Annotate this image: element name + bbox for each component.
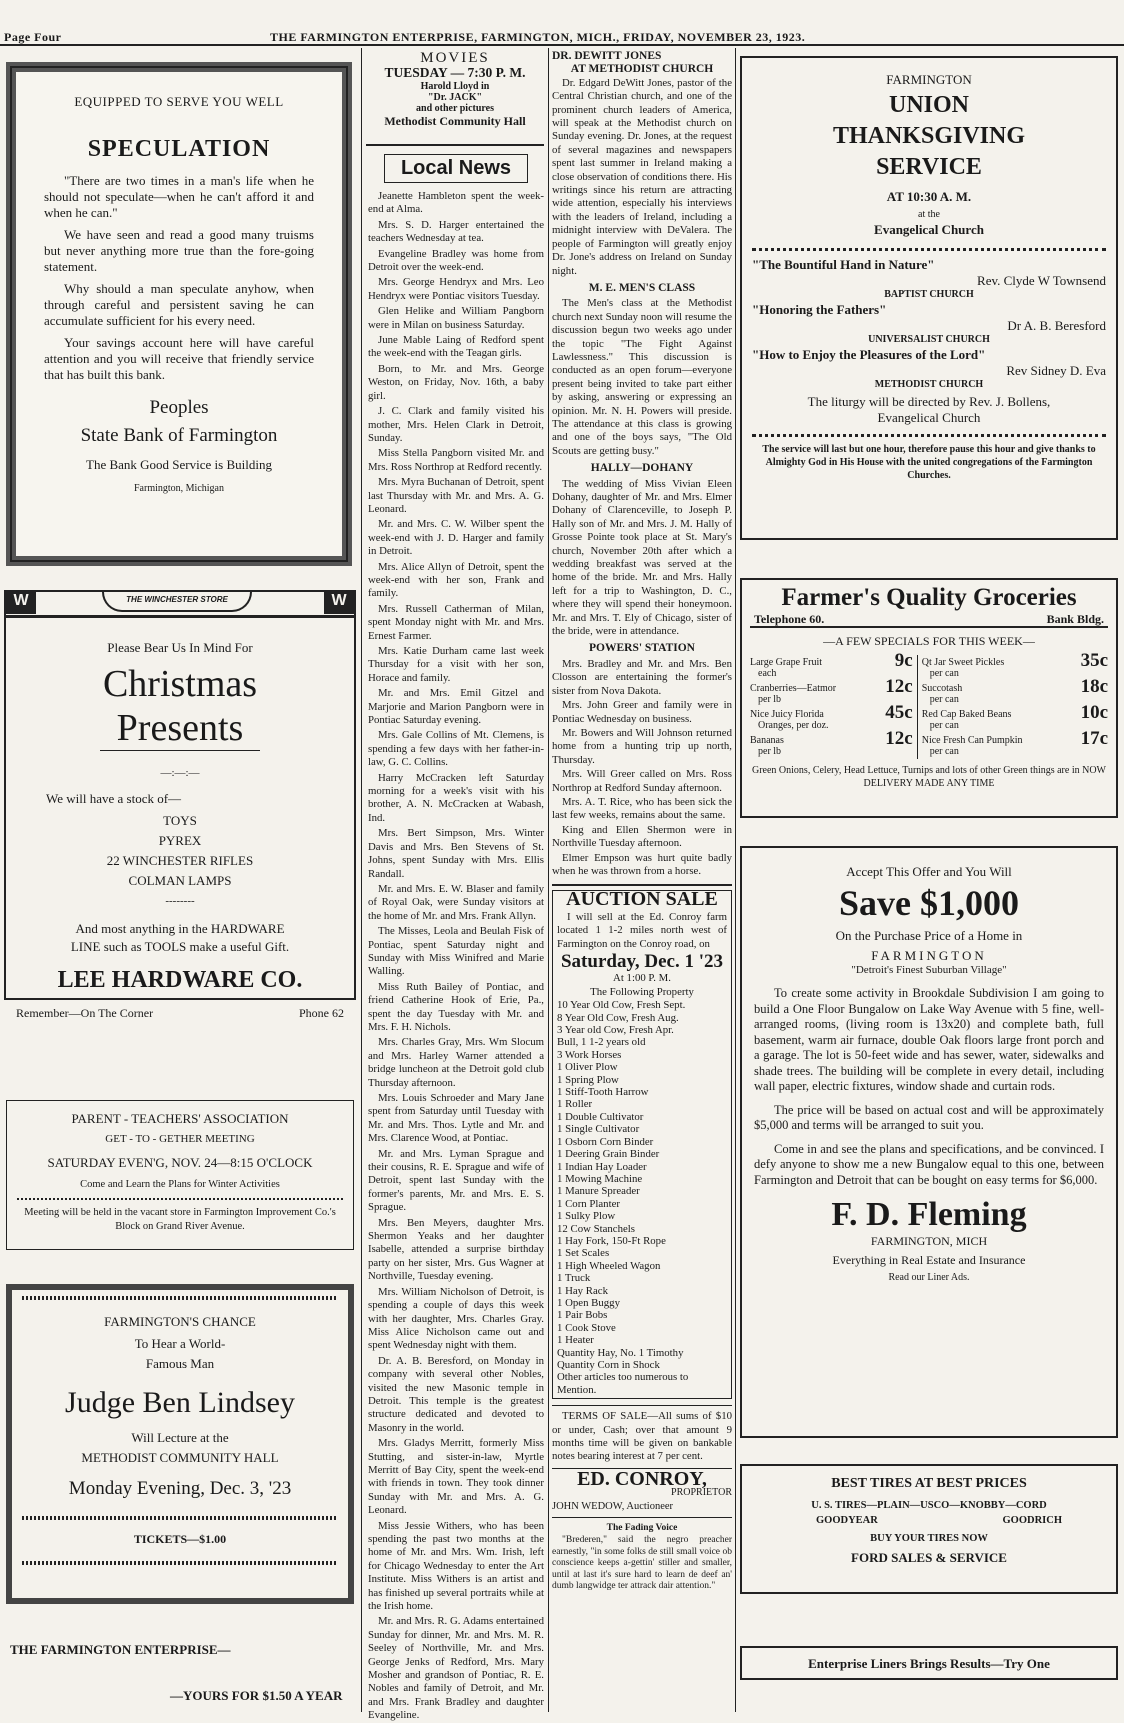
pta-note: Meeting will be held in the vacant store in Farmington Improvement Co.'s Block on Grand River Avenue. [24, 1207, 336, 1232]
fleming-business: Everything in Real Estate and Insurance [832, 1253, 1026, 1267]
hardware-item: 22 WINCHESTER RIFLES [106, 853, 254, 868]
fleming-save: Save $1,000 [839, 883, 1019, 923]
thanks-church: Evangelical Church [874, 222, 984, 237]
grocery-building: Bank Bldg. [1046, 612, 1104, 626]
grocery-item-name: Large Grape Fruit [750, 657, 823, 668]
masthead-bar [0, 28, 1124, 46]
bank-place: Farmington, Michigan [134, 483, 224, 494]
thanks-at: at the [918, 209, 940, 220]
tires-buy: BUY YOUR TIRES NOW [870, 1533, 988, 1544]
powers-item: Mrs. Will Greer called on Mrs. Ross Northrop at Redford Sunday afternoon. [552, 768, 732, 794]
auction-item: 8 Year Old Cow, Fresh Aug. [557, 1011, 679, 1024]
grocery-cell: 10c [1080, 702, 1108, 723]
grocery-specials: —A FEW SPECIALS FOR THIS WEEK— [823, 634, 1035, 648]
auction-item: 1 Oliver Plow [557, 1061, 618, 1074]
lindsey-line: Will Lecture at the [131, 1430, 229, 1445]
fading-voice-heading: The Fading Voice [606, 1523, 678, 1534]
auction-owner-role: PROPRIETOR [671, 1487, 732, 1499]
liners-advertisement: Enterprise Liners Brings Results—Try One [740, 1646, 1118, 1680]
auction-terms: TERMS OF SALE—All sums of $10 or under, Cash; over that amount 9 months time will be given on bankable notes bearing interest at 7 per cent. [552, 1410, 732, 1463]
movies-hall: Methodist Community Hall [384, 114, 526, 128]
hardware-line: And most anything in the HARDWARE [75, 921, 285, 936]
news-item: Mr. and Mrs. Emil Gitzel and Marjorie and Marion Pangborn were in Pontiac Saturday evening. [368, 687, 544, 727]
auction-item: 1 Truck [557, 1272, 591, 1285]
news-item: Mrs. Bert Simpson, Mrs. Winter Davis and Mrs. Ben Stevens of St. Johns, spent Sunday with Mrs. Ellis Randall. [368, 827, 544, 880]
news-item: Mrs. Katie Durham came last week Thursday for a visit with her son, Horace and family. [368, 645, 544, 684]
powers-item: Elmer Empson was hurt quite badly when he was thrown from a horse. [552, 851, 732, 877]
auction-item: 1 Stiff-Tooth Harrow [557, 1086, 649, 1099]
auction-item: 1 Open Buggy [557, 1296, 620, 1309]
news-item: Mr. and Mrs. C. W. Wilber spent the week-end with J. D. Harger and family in Detroit. [368, 518, 544, 558]
auction-item: 1 Roller [557, 1098, 593, 1111]
hardware-remember: Remember—On The Corner [16, 1006, 154, 1020]
auction-item: 1 Mowing Machine [557, 1172, 643, 1185]
auction-item: 1 Deering Grain Binder [557, 1148, 660, 1161]
grocery-footer: Green Onions, Celery, Head Lettuce, Turnips and lots of other Green things are in NOW [752, 765, 1106, 776]
hardware-items [12, 811, 348, 891]
hardware-stock: We will have a stock of— [46, 791, 182, 806]
auction-owner: ED. CONROY, [577, 1467, 707, 1490]
auction-item: 10 Year Old Cow, Fresh Sept. [557, 999, 686, 1012]
auction-item: 1 High Wheeled Wagon [557, 1259, 661, 1272]
grocery-item-name: Red Cap Baked Beans [921, 709, 1012, 720]
news-item: Mrs. Russell Catherman of Milan, spent Monday night with Mr. and Mrs. Ernest Farmer. [368, 602, 544, 642]
grocery-price-table [750, 650, 1108, 759]
auction-item: 1 Hay Fork, 150-Ft Rope [557, 1234, 666, 1247]
hardware-title-2: Presents [100, 706, 260, 751]
fleming-accept: Accept This Offer and You Will [846, 864, 1012, 879]
news-item: Evangeline Bradley was home from Detroit over the week-end. [368, 247, 544, 274]
auction-item: 1 Indian Hay Loader [557, 1160, 647, 1173]
auction-item: 3 Work Horses [557, 1048, 622, 1061]
grocery-cell: 12c [873, 681, 917, 707]
grocery-item-name: Qt Jar Sweet Pickles [921, 657, 1005, 668]
grocery-item [750, 655, 873, 681]
auction-item: 1 Single Cultivator [557, 1123, 640, 1136]
grocery-item-name: Bananas [750, 735, 784, 746]
grocery-cell: 17c [1080, 728, 1108, 749]
pta-learn: Come and Learn the Plans for Winter Activities [80, 1179, 280, 1190]
news-item: Mrs. George Hendryx and Mrs. Leo Hendryx were Pontiac visitors Tuesday. [368, 276, 544, 302]
news-item: Miss Stella Pangborn visited Mr. and Mrs. Ross Northrop at Redford recently. [368, 447, 544, 473]
fleming-name: F. D. Fleming [831, 1196, 1027, 1233]
auction-date: Saturday, Dec. 1 '23 [560, 951, 724, 972]
grocery-delivery: DELIVERY MADE ANY TIME [863, 778, 995, 789]
grocery-item-unit: per can [929, 720, 959, 731]
column-divider [548, 48, 549, 1712]
real-estate-advertisement [740, 846, 1118, 1438]
wedding-article: The wedding of Miss Vivian Eleen Dohany, daughter of Mr. and Mrs. Elmer Dohany of Clarenceville, to Joseph P. Hally son of Mr. and Mrs. J. M. Hally of Grosse Pointe took place at St. Mary's church, November 20th after which a wedding breakfast was served at the home of the bride. Mr. and Mrs. Hally left for a trip to Washington, D. C., where they will spend their honeymoon. Mr. and Mrs. T. Ely of Chicago, sister of the bride, were in attendance. [552, 477, 732, 638]
news-item: Mrs. William Nicholson of Detroit, is spending a couple of days this week with her daughter, Mrs. Charles Gray. Miss Alice Nicholson came out and spent Wednesday night with them. [368, 1285, 544, 1352]
grocery-item-name: Nice Juicy Florida [750, 709, 824, 720]
news-item: Mrs. Gale Collins of Mt. Clemens, is spending a few days with her father-in-law, G. C. Collins. [368, 729, 544, 769]
grocery-item-unit: each [758, 668, 777, 679]
fleming-suburb: "Detroit's Finest Suburban Village" [851, 964, 1007, 976]
grocery-cell: 9c [873, 655, 917, 681]
auction-item: 1 Spring Plow [557, 1073, 619, 1086]
sermon-1: "The Bountiful Hand in Nature" [752, 257, 935, 272]
auction-title: AUCTION SALE [566, 888, 718, 911]
enterprise-line-1: THE FARMINGTON ENTERPRISE— [10, 1642, 231, 1657]
bank-slogan: The Bank Good Service is Building [86, 457, 272, 472]
powers-item: Mrs. Bradley and Mr. and Mrs. Ben Closson are entertaining the former's sister from Nova Dakota. [552, 657, 732, 697]
powers-item: Mrs. A. T. Rice, who has been sick the last few weeks, remains about the same. [552, 795, 732, 822]
pta-notice [6, 1100, 354, 1250]
grocery-item [750, 707, 873, 733]
column-divider [735, 48, 736, 1712]
page-number: Page Four [4, 30, 62, 44]
grocery-item [917, 655, 1068, 681]
auctioneer: JOHN WEDOW, Auctioneer [552, 1500, 674, 1512]
tires-advertisement [740, 1464, 1118, 1594]
auction-item: Quantity Hay, No. 1 Timothy [557, 1346, 684, 1359]
movies-star: Harold Lloyd in [420, 81, 490, 92]
movies-time: TUESDAY — 7:30 P. M. [384, 65, 526, 80]
bank-advertisement [6, 62, 352, 566]
grocery-item-unit: per can [929, 746, 959, 757]
thanks-line-4: SERVICE [876, 154, 982, 180]
bank-paragraph: "There are two times in a man's life when he should not speculate—when he can't afford it and when he can." [44, 173, 314, 220]
hardware-title-1: Christmas [102, 663, 258, 705]
winchester-store-logo: THE WINCHESTER STORE [102, 592, 252, 612]
pta-subtitle: GET - TO - GETHER MEETING [105, 1133, 255, 1145]
auction-item: Other articles too numerous to Mention. [557, 1371, 689, 1396]
thanks-note: The service will last but one hour, therefore pause this hour and give thanks to Almighty God in His House with the united congregations of the Farmington Churches. [762, 444, 1096, 481]
news-item: Dr. A. B. Beresford, on Monday in company with several other Nobles, visited the new Masonic temple in Detroit. This temple is the greatest structure dedicated and devoted to Masonry in the world. [368, 1354, 544, 1434]
auction-item: 1 Pair Bobs [557, 1309, 608, 1322]
hardware-store-name: LEE HARDWARE CO. [57, 967, 303, 993]
liturgy: The liturgy will be directed by Rev. J. Bollens, [807, 394, 1051, 409]
lindsey-name: Judge Ben Lindsey [65, 1386, 295, 1419]
winchester-badge-left: W [6, 592, 36, 614]
news-item: Born, to Mr. and Mrs. George Weston, on Friday, Nov. 16th, a baby girl. [368, 362, 544, 402]
hardware-lead: Please Bear Us In Mind For [107, 640, 253, 655]
grocery-item-name: Succotash [921, 683, 963, 694]
local-news-heading: Local News [384, 154, 528, 183]
grocery-row [750, 655, 1108, 681]
news-item: Mrs. Louis Schroeder and Mary Jane spent from Saturday until Tuesday with Mr. and Mrs. Thos. Lytle and Mr. and Mrs. Clarence Wood, at Pontiac. [368, 1092, 544, 1145]
auction-lead: The Following Property [590, 985, 694, 998]
auction-item: Bull, 1 1-2 years old [557, 1036, 646, 1049]
wedding-heading: HALLY—DOHANY [590, 462, 694, 475]
bank-tagline: EQUIPPED TO SERVE YOU WELL [74, 94, 284, 109]
tires-ford: FORD SALES & SERVICE [851, 1550, 1007, 1565]
enterprise-line-2: —YOURS FOR $1.50 A YEAR [170, 1688, 343, 1703]
grocery-item-name: Cranberries—Eatmor [750, 683, 837, 694]
sermon-3: "How to Enjoy the Pleasures of the Lord" [752, 347, 986, 362]
auction-intro: I will sell at the Ed. Conroy farm located 1 1-2 miles north west of Farmington on the Conroy road, on [557, 910, 727, 950]
hardware-item: COLMAN LAMPS [128, 873, 232, 888]
news-item: Mrs. S. D. Harger entertained the teachers Wednesday at tea. [368, 218, 544, 245]
grocery-item [917, 733, 1068, 759]
news-item: The Misses, Leola and Beulah Fisk of Pontiac, spent Saturday night and Sunday with Miss Winifred and Marie Walling. [368, 925, 544, 978]
auction-item: 1 Manure Spreader [557, 1185, 640, 1198]
fleming-paragraph: Come in and see the plans and specifications, and be convinced. I defy anyone to show me a new Bungalow equal to this one, between Farmington and Detroit that can be bought on easy terms for $6,000. [754, 1141, 1104, 1187]
hardware-item: PYREX [158, 833, 202, 848]
church-3: METHODIST CHURCH [874, 379, 984, 390]
bank-name-1: Peoples [149, 397, 209, 418]
auction-item: 3 Year old Cow, Fresh Apr. [557, 1024, 674, 1037]
movies-other: and other pictures [416, 103, 494, 114]
bank-title: SPECULATION [87, 136, 271, 162]
auction-item: 1 Cook Stove [557, 1321, 616, 1334]
lindsey-date: Monday Evening, Dec. 3, '23 [68, 1478, 292, 1499]
grocery-row [750, 681, 1108, 707]
column-divider [361, 48, 362, 1712]
grocery-item [917, 681, 1068, 707]
movies-film: "Dr. JACK" [427, 92, 483, 103]
lindsey-tickets: TICKETS—$1.00 [133, 1532, 227, 1546]
grocery-item-unit: per can [929, 694, 959, 705]
winchester-badge-right: W [324, 592, 354, 614]
jones-heading: DR. DEWITT JONES [552, 50, 662, 62]
church-1: BAPTIST CHURCH [884, 289, 974, 300]
thanks-line-1: FARMINGTON [886, 72, 972, 87]
auction-item: 1 Hay Rack [557, 1284, 608, 1297]
pta-date: SATURDAY EVEN'G, NOV. 24—8:15 O'CLOCK [47, 1155, 313, 1170]
news-item: Jeanette Hambleton spent the week-end at Alma. [368, 190, 544, 216]
news-item: Harry McCracken left Saturday morning for a week's visit with his brother, A. N. McCracken at Wabash, Ind. [368, 771, 544, 824]
mens-class-article: The Men's class at the Methodist church next Sunday noon will resume the discussion begun two weeks ago under the topic "The Fight Against Lawlessness." This discussion is conducted as an open forum—everyone present being invited to take part either by asking, answering or expressing an opinion. Mr. N. H. Powers will preside. The attendance at this class is growing and one of the boys says, "The Old Scouts are getting busy." [552, 297, 732, 457]
grocery-advertisement [740, 578, 1118, 818]
news-item: Mrs. Ben Meyers, daughter Mrs. Shermon Yeaks and her daughter Isabelle, attended a surprise birthday party on her sister, Mrs. Gus Wagner at Northville, Tuesday evening. [368, 1216, 544, 1283]
lindsey-line: To Hear a World- [134, 1336, 226, 1351]
bank-paragraph: We have seen and read a good many truisms but never anything more true than the fore-going statement. [44, 227, 314, 274]
news-item: Mrs. Myra Buchanan of Detroit, spent last Thursday with Mr. and Mrs. A. G. Leonard. [368, 476, 544, 515]
movies-notice [366, 50, 544, 146]
jones-subheading: AT METHODIST CHURCH [570, 63, 714, 76]
fleming-read: Read our Liner Ads. [888, 1272, 970, 1283]
hardware-phone: Phone 62 [299, 1006, 344, 1020]
movies-title: MOVIES [420, 50, 490, 66]
auction-item: 1 Osborn Corn Binder [557, 1135, 654, 1148]
auction-item: 1 Heater [557, 1334, 594, 1347]
bank-paragraph: Why should a man speculate anyhow, when through careful and persistent saving he can accumulate sufficient for his every need. [44, 281, 314, 328]
grocery-telephone: Telephone 60. [754, 612, 825, 626]
grocery-item-unit: Oranges, per doz. [758, 720, 829, 731]
thanks-time: AT 10:30 A. M. [886, 189, 972, 204]
powers-item: Mrs. John Greer and family were in Pontiac Wednesday on business. [552, 699, 732, 725]
hardware-separator: —:—:— [160, 767, 200, 779]
auction-item: 1 Set Scales [557, 1247, 610, 1260]
sermon-2: "Honoring the Fathers" [752, 302, 887, 317]
masthead: THE FARMINGTON ENTERPRISE, FARMINGTON, MICH., FRIDAY, NOVEMBER 23, 1923. [270, 30, 806, 44]
news-item: June Mable Laing of Redford spent the week-end with the Teagan girls. [368, 334, 544, 360]
auction-item: 1 Corn Planter [557, 1197, 620, 1210]
grocery-item [750, 681, 873, 707]
thanks-line-3: THANKSGIVING [832, 123, 1026, 149]
news-item: Glen Helike and William Pangborn were in Milan on business Saturday. [368, 305, 544, 331]
news-item: Miss Jessie Withers, who has been spending the past two months at the home of Mr. and Mrs. Wm. Irish, left for Chicago Wednesday to enter the Art Institute. Miss Withers is an artist and has finished up several portraits while at the Irish home. [368, 1519, 544, 1613]
powers-heading: POWERS' STATION [589, 642, 695, 655]
auction-item: 1 Double Cultivator [557, 1110, 644, 1123]
grocery-item-unit: per can [929, 668, 959, 679]
local-news-column [368, 190, 544, 1722]
fleming-paragraph: The price will be based on actual cost and will be approximately $5,000 and terms will be arranged to suit you. [754, 1102, 1104, 1132]
grocery-item [750, 733, 873, 759]
auction-time: At 1:00 P. M. [613, 972, 671, 985]
tires-goodyear: GOODYEAR [816, 1515, 878, 1526]
lindsey-line: Famous Man [145, 1356, 215, 1371]
news-item: Mrs. Alice Allyn of Detroit, spent the week-end with her son, Frank and family. [368, 560, 544, 600]
fleming-city: FARMINGTON, MICH [870, 1234, 988, 1248]
grocery-title: Farmer's Quality Groceries [781, 584, 1077, 611]
tires-goodrich: GOODRICH [1002, 1515, 1062, 1526]
fleming-paragraph: To create some activity in Brookdale Subdivision I am going to build a One Floor Bungalow on Lake Way Avenue with 5 fine, well-arranged rooms, (living room is 13x20) and complete bath, full basement, warm air furnace, double Oak floors large front porch and a garage. The lot is 50-feet wide and has sewer, water, sidewalks and shade trees. The building will be complete in every detail, including wall paper, electric fixtures, window shade and curtain rods. [754, 986, 1104, 1093]
grocery-cell: 35c [1080, 650, 1108, 671]
pta-title: PARENT - TEACHERS' ASSOCIATION [71, 1111, 289, 1126]
thanks-line-2: UNION [888, 92, 969, 118]
grocery-cell: 12c [873, 733, 917, 759]
fleming-on: On the Purchase Price of a Home in [835, 928, 1023, 943]
hardware-dashes: -------- [165, 895, 195, 907]
powers-item: Mr. Bowers and Will Johnson returned home from a hunting trip up north, Thursday. [552, 726, 732, 766]
grocery-item [917, 707, 1068, 733]
grocery-item-unit: per lb [758, 746, 782, 757]
hardware-line: LINE such as TOOLS make a useful Gift. [70, 939, 290, 954]
news-item: Mrs. Charles Gray, Mrs. Wm Slocum and Mrs. Harley Warner attended a bridge luncheon at the Detroit gold club Thursday afternoon. [368, 1036, 544, 1089]
lindsey-lecture-ad [6, 1284, 354, 1604]
jones-article: Dr. Edgard DeWitt Jones, pastor of the Central Christian church, and one of the prominent church leaders of America, will speak at the Methodist church on Sunday evening. Dr. Jones, at the request of several magazines and newspapers spent last summer in Ireland making a close observation of conditions there. His writings since his return are attracting wide attention, especially his interviews with the leaders of Ireland, including a midnight interview with DeValera. The people of Farmington will greatly enjoy Dr. Jone's address on Ireland on Sunday night. [552, 76, 732, 277]
auction-item: 12 Cow Stanchels [557, 1222, 635, 1235]
grocery-row [750, 733, 1108, 759]
grocery-row [750, 707, 1108, 733]
fleming-town: FARMINGTON [871, 948, 987, 963]
news-item: J. C. Clark and family visited his mother, Mrs. Helen Clark in Detroit, Sunday. [368, 405, 544, 444]
thanksgiving-service-ad [740, 56, 1118, 540]
lindsey-line: FARMINGTON'S CHANCE [104, 1314, 256, 1329]
powers-item: King and Ellen Shermon were in Northville Tuesday afternoon. [552, 823, 732, 850]
grocery-item-unit: per lb [758, 694, 782, 705]
grocery-cell: 18c [1080, 676, 1108, 697]
grocery-item-name: Nice Fresh Can Pumpkin [921, 735, 1023, 746]
news-item: Mr. and Mrs. R. G. Adams entertained Sunday for dinner, Mr. and Mrs. M. R. Seeley of Northville, Mr. and Mrs. George Jenks of Redford, Mrs. Mary Mosher and grandson of Pontiac, R. E. Nobles and family of Detroit, and Mr. and Mrs. Frank Bradley and daughter Evangeline. [368, 1615, 544, 1722]
mens-class-heading: M. E. MEN'S CLASS [588, 281, 696, 294]
church-2: UNIVERSALIST CHURCH [868, 334, 990, 345]
bank-name-2: State Bank of Farmington [80, 425, 278, 446]
liturgy-church: Evangelical Church [877, 410, 981, 425]
hardware-item: TOYS [163, 813, 197, 828]
bank-paragraph: Your savings account here will have careful attention and you will receive that friendly service that has built this bank. [44, 335, 314, 382]
speaker-1: Rev. Clyde W Townsend [977, 273, 1106, 288]
column-three [552, 50, 732, 1710]
news-item: Mrs. Gladys Merritt, formerly Miss Stutting, and sister-in-law, Myrtle Merritt of Bay City, spent the week-end with friends in town. They took dinner Sunday with Mr. and Mrs. A. G. Leonard. [368, 1437, 544, 1517]
lindsey-venue: METHODIST COMMUNITY HALL [81, 1450, 279, 1465]
tires-title: BEST TIRES AT BEST PRICES [831, 1476, 1027, 1491]
tires-brands: U. S. TIRES—PLAIN—USCO—KNOBBY—CORD [811, 1500, 1047, 1511]
grocery-cell: 45c [873, 707, 917, 733]
news-item: Mr. and Mrs. E. W. Blaser and family of Royal Oak, were Sunday visitors at the home of Mr. and Mrs. Frank Allyn. [368, 882, 544, 922]
auction-item: 1 Sulky Plow [557, 1210, 616, 1223]
speaker-2: Dr A. B. Beresford [1007, 318, 1106, 333]
hardware-advertisement [4, 590, 356, 1020]
news-item: Miss Ruth Bailey of Pontiac, and friend Catherine Hook of Erie, Pa., spent the day Tuesday with Mr. and Mrs. F. H. Nichols. [368, 980, 544, 1033]
news-item: Mr. and Mrs. Lyman Sprague and their cousins, R. E. Sprague and wife of Detroit, spent last Sunday with the former's parents, Mr. and Mrs. E. S. Sprague. [368, 1147, 544, 1214]
auction-item: Quantity Corn in Shock [557, 1359, 660, 1371]
speaker-3: Rev Sidney D. Eva [1006, 363, 1106, 378]
fading-voice-text: "Brederen," said the negro preacher earnestly, "in some folks de still small voice ob conscience keeps a-gettin' stiller and smaller, until at last it's sure hard to learn de deef an' dumb langwidge ter attrack dair attention." [552, 1535, 732, 1592]
